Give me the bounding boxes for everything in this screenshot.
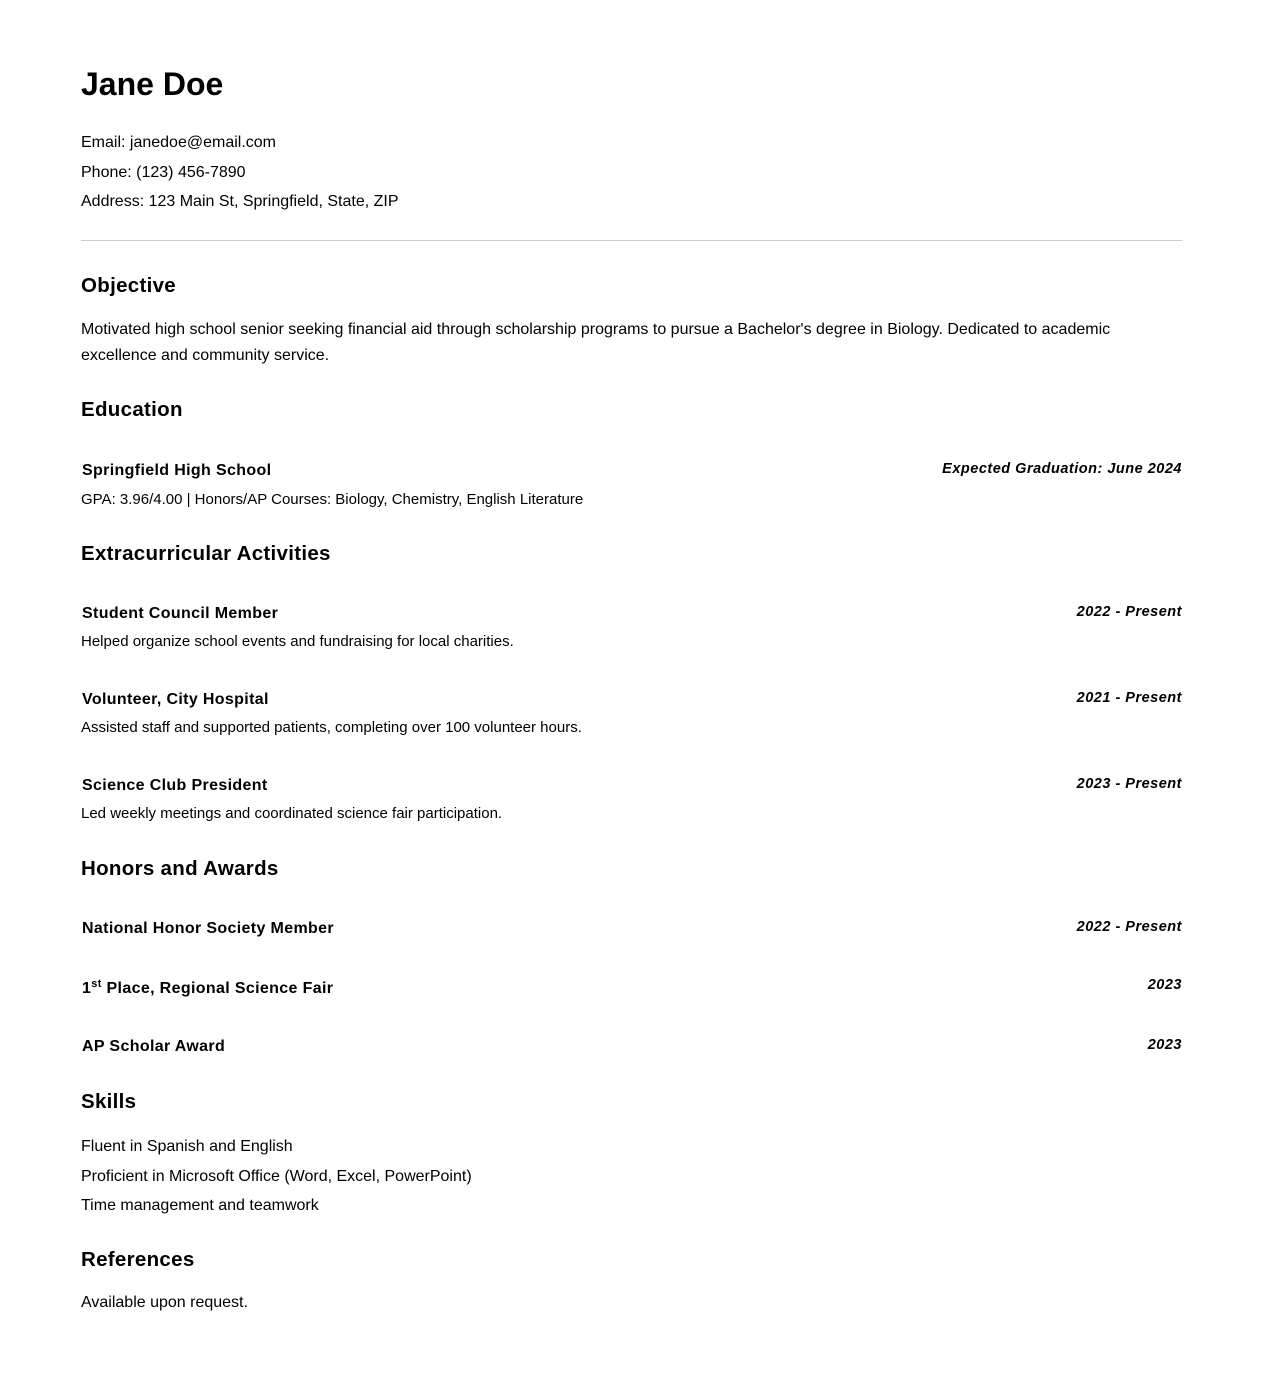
activity-entry <box>81 603 1182 625</box>
candidate-name: Jane Doe <box>81 66 224 102</box>
activity-title: Volunteer, City Hospital <box>82 691 269 708</box>
skills-list <box>81 1132 472 1221</box>
school-name: Springfield High School <box>82 462 272 479</box>
honor-entry <box>81 978 1182 1000</box>
honor-date: 2023 <box>1147 977 1182 993</box>
references-text: Available upon request. <box>81 1294 248 1311</box>
activity-date: 2022 - Present <box>1076 604 1182 620</box>
skill-item: Fluent in Spanish and English <box>81 1138 293 1155</box>
section-heading-activities: Extracurricular Activities <box>81 542 331 565</box>
contact-phone: Phone: (123) 456-7890 <box>81 163 246 181</box>
contact-email: Email: janedoe@email.com <box>81 134 276 151</box>
activity-entry <box>81 775 1182 797</box>
honor-title-rest: Place, Regional Science Fair <box>101 980 334 997</box>
education-entry <box>81 460 1182 482</box>
objective-text: Motivated high school senior seeking financial aid through scholarship programs to pursue a Bachelor's degree in Biology. Dedicated to academic excellence and community service. <box>81 321 1111 364</box>
resume-page <box>81 0 1182 1311</box>
honor-date: 2022 - Present <box>1076 919 1182 935</box>
section-heading-skills: Skills <box>81 1090 137 1113</box>
activity-description: Assisted staff and supported patients, completing over 100 volunteer hours. <box>81 719 582 736</box>
honor-entry <box>81 1036 1182 1058</box>
activity-title: Student Council Member <box>82 605 279 622</box>
skill-item: Proficient in Microsoft Office (Word, Excel, PowerPoint) <box>81 1167 472 1185</box>
honor-title <box>82 978 333 1000</box>
activity-date: 2023 - Present <box>1076 776 1182 792</box>
honor-date: 2023 <box>1147 1037 1182 1053</box>
education-description: GPA: 3.96/4.00 | Honors/AP Courses: Biology, Chemistry, English Literature <box>81 491 584 508</box>
activity-description: Led weekly meetings and coordinated science fair participation. <box>81 805 503 822</box>
section-heading-honors: Honors and Awards <box>81 857 279 880</box>
honor-entry <box>81 918 1182 940</box>
contact-info <box>81 128 399 217</box>
contact-address: Address: 123 Main St, Springfield, State, ZIP <box>81 193 399 210</box>
honor-title-superscript: st <box>91 978 102 990</box>
activity-entry <box>81 689 1182 711</box>
section-heading-education: Education <box>81 398 183 421</box>
section-heading-references: References <box>81 1248 195 1271</box>
activity-description: Helped organize school events and fundraising for local charities. <box>81 633 514 650</box>
activity-title: Science Club President <box>82 777 268 794</box>
honor-title: AP Scholar Award <box>82 1038 226 1055</box>
graduation-date: Expected Graduation: June 2024 <box>942 461 1182 477</box>
header-divider <box>81 240 1182 241</box>
section-heading-objective: Objective <box>81 274 176 297</box>
honor-title-ordinal: 1 <box>82 980 92 997</box>
activity-date: 2021 - Present <box>1076 690 1182 706</box>
honor-title: National Honor Society Member <box>82 920 334 937</box>
skill-item: Time management and teamwork <box>81 1197 319 1214</box>
